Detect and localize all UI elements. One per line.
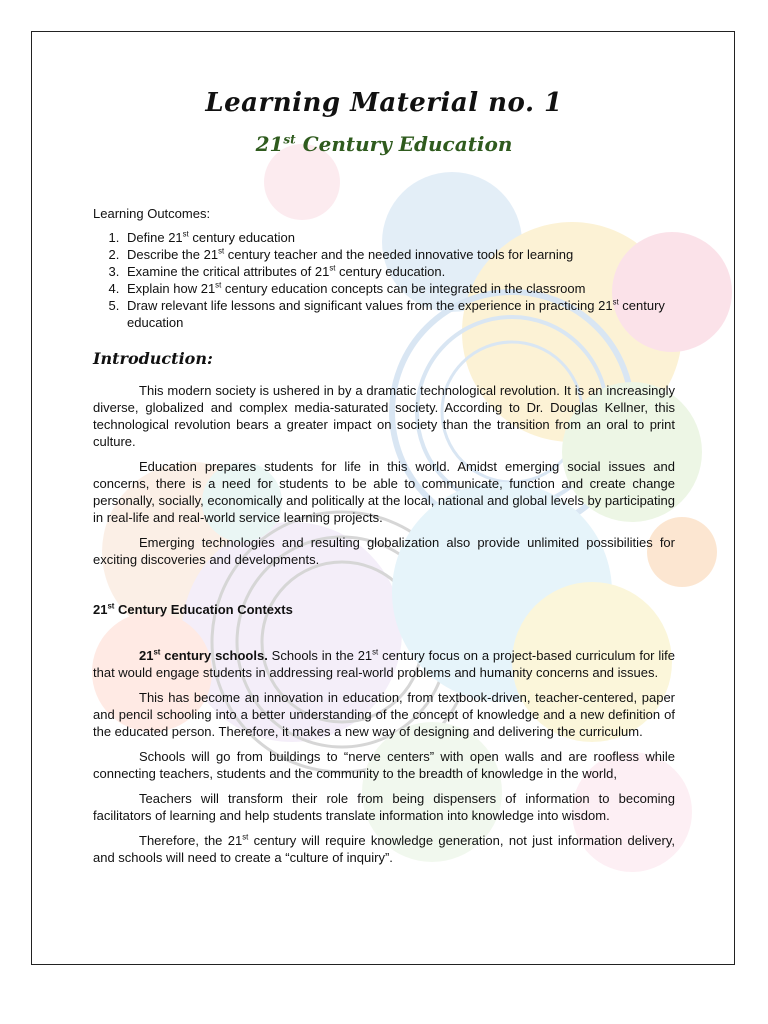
document-content xyxy=(93,80,675,874)
intro-paragraph: Emerging technologies and resulting globalization also provide unlimited possibilities for exciting discoveries and developments. xyxy=(93,535,675,567)
therefore-paragraph: Therefore, the 21st century will require knowledge generation, not just information delivery, and schools will need to create a “culture of inquiry”. xyxy=(93,832,675,865)
list-item: 2. Describe the 21st century teacher and the needed innovative tools for learning xyxy=(123,246,675,263)
page-subtitle: 21st Century Education xyxy=(255,132,513,156)
learning-outcomes-list xyxy=(93,229,675,331)
teachers-paragraph: Teachers will transform their role from being dispensers of information to becoming facilitators of learning and help students translate information into knowledge into wisdom. xyxy=(93,791,675,823)
page-title: Learning Material no. 1 xyxy=(205,88,563,118)
nerve-centers-paragraph: Schools will go from buildings to “nerve centers” with open walls and are roofless while connecting teachers, students and the community to the breadth of knowledge in the world, xyxy=(93,749,675,781)
intro-paragraph: This modern society is ushered in by a dramatic technological revolution. It is an increasingly diverse, globalized and complex media-saturated society. According to Dr. Douglas Kellner, this technological revolution bears a greater impact on society than the transition from an oral to print culture. xyxy=(93,383,675,449)
contexts-heading: 21st Century Education Contexts xyxy=(93,601,293,617)
learning-outcomes-label: Learning Outcomes: xyxy=(93,206,211,221)
list-item: 3. Examine the critical attributes of 21st century education. xyxy=(123,263,675,280)
introduction-heading: Introduction: xyxy=(93,349,213,368)
schools-paragraph: 21st century schools. Schools in the 21st century focus on a project-based curriculum for life that would engage students in addressing real-world problems and humanity concerns and issues. xyxy=(93,647,675,680)
list-item: 5. Draw relevant life lessons and significant values from the experience in practicing 21st century education xyxy=(123,297,675,331)
intro-paragraph: Education prepares students for life in this world. Amidst emerging social issues and concerns, there is a need for students to be able to communicate, function and create change personally, socially, economically and politically at the local, national and global levels by participating in real-life and real-world service learning projects. xyxy=(93,459,675,525)
list-item: 1. Define 21st century education xyxy=(123,229,675,246)
innovation-paragraph: This has become an innovation in education, from textbook-driven, teacher-centered, paper and pencil schooling into a better understanding of the concept of knowledge and a new definition of the educated person. Therefore, it makes a new way of designing and delivering the curriculum. xyxy=(93,690,675,739)
list-item: 4. Explain how 21st century education concepts can be integrated in the classroom xyxy=(123,280,675,297)
